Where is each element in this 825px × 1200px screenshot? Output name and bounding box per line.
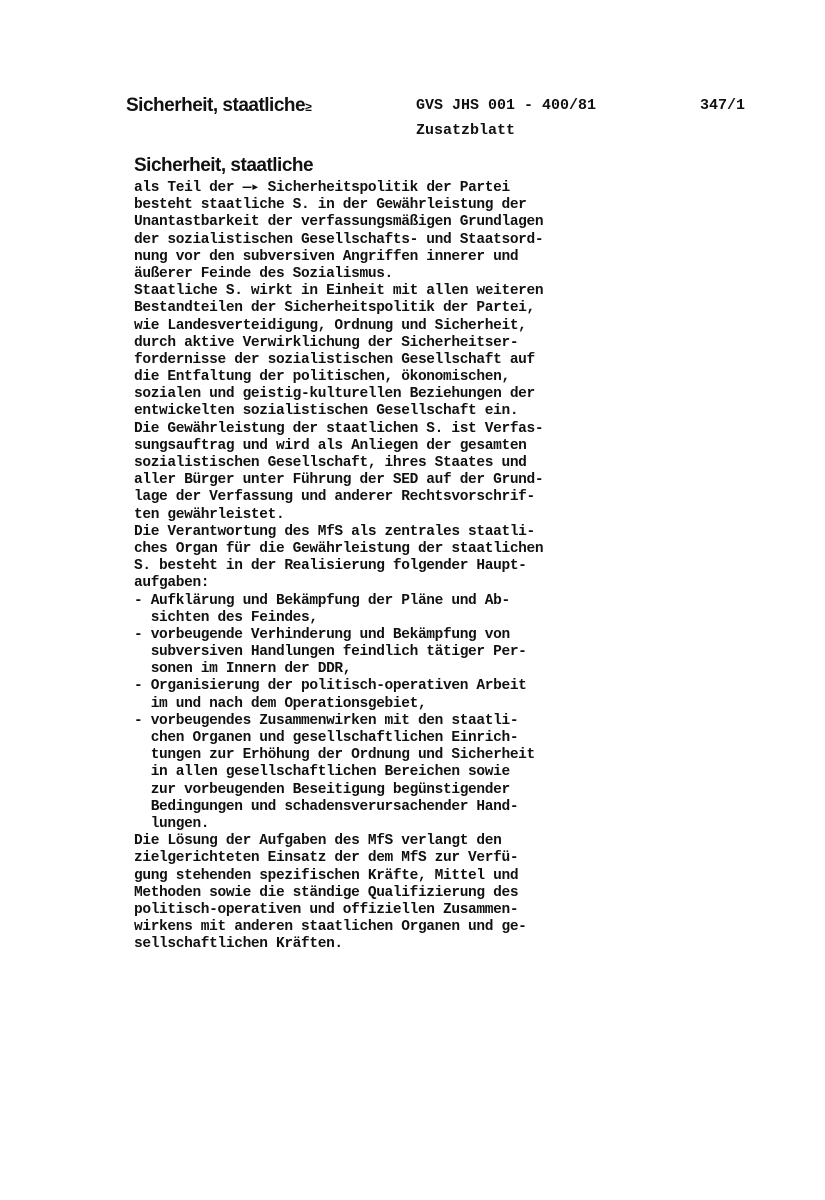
body-line: Bedingungen und schadensverursachender Hand- xyxy=(134,798,519,815)
body-line: - vorbeugendes Zusammenwirken mit den staatli- xyxy=(134,712,519,729)
body-line: die Entfaltung der politischen, ökonomischen, xyxy=(134,369,510,386)
body-line: - vorbeugende Verhinderung und Bekämpfung von xyxy=(134,626,510,643)
body-line: wirkens mit anderen staatlichen Organen und ge- xyxy=(134,919,527,936)
body-line: nung vor den subversiven Angriffen innerer und xyxy=(134,248,519,265)
body-line: Unantastbarkeit der verfassungsmäßigen Grundlagen xyxy=(134,214,544,231)
body-line: im und nach dem Operationsgebiet, xyxy=(134,695,427,712)
document-reference: GVS JHS 001 - 400/81 xyxy=(416,97,597,114)
body-line: äußerer Feinde des Sozialismus. xyxy=(134,265,393,282)
body-line: Die Gewährleistung der staatlichen S. ist Verfas- xyxy=(134,420,544,437)
body-line: Bestandteilen der Sicherheitspolitik der Partei, xyxy=(134,300,535,317)
body-line: politisch-operativen und offiziellen Zusammen- xyxy=(134,901,519,918)
body-line: in allen gesellschaftlichen Bereichen sowie xyxy=(134,764,510,781)
body-line: ches Organ für die Gewährleistung der staatlichen xyxy=(134,540,544,557)
body-line: aller Bürger unter Führung der SED auf der Grund- xyxy=(134,472,544,489)
header-title xyxy=(126,95,311,117)
body-line: zur vorbeugenden Beseitigung begünstigender xyxy=(134,781,510,798)
body-line: sonen im Innern der DDR, xyxy=(134,661,352,678)
body-line: fordernisse der sozialistischen Gesellschaft auf xyxy=(134,351,535,368)
body-line: aufgaben: xyxy=(134,575,210,592)
entry-title: Sicherheit, staatliche xyxy=(134,155,314,176)
body-line: zielgerichteten Einsatz der dem MfS zur Verfü- xyxy=(134,850,519,867)
body-line: Die Lösung der Aufgaben des MfS verlangt den xyxy=(134,833,502,850)
body-line: lungen. xyxy=(134,815,210,832)
body-line: als Teil der —▸ Sicherheitspolitik der Partei xyxy=(134,180,510,196)
body-line: durch aktive Verwirklichung der Sicherheitser- xyxy=(134,334,519,351)
body-line: besteht staatliche S. in der Gewährleistung der xyxy=(134,197,527,214)
body-line: sichten des Feindes, xyxy=(134,609,318,626)
body-line: entwickelten sozialistischen Gesellschaft ein. xyxy=(134,403,519,420)
body-line: Die Verantwortung des MfS als zentrales staatli- xyxy=(134,523,535,540)
header-title-mark: ≥ xyxy=(305,100,312,114)
body-line: ten gewährleistet. xyxy=(134,506,285,523)
body-line: lage der Verfassung und anderer Rechtsvorschrif- xyxy=(134,489,535,506)
body-line: - Aufklärung und Bekämpfung der Pläne und Ab- xyxy=(134,592,510,609)
body-line: S. besteht in der Realisierung folgender Haupt- xyxy=(134,558,527,575)
header-title-text: Sicherheit, staatliche xyxy=(126,95,306,116)
body-line: wie Landesverteidigung, Ordnung und Sicherheit, xyxy=(134,317,527,334)
body-line: gung stehenden spezifischen Kräfte, Mittel und xyxy=(134,867,519,884)
body-line: subversiven Handlungen feindlich tätiger Per- xyxy=(134,644,527,661)
page-number: 347/1 xyxy=(700,97,746,114)
body-line: sozialen und geistig-kulturellen Beziehungen der xyxy=(134,386,535,403)
body-line: der sozialistischen Gesellschafts- und Staatsord- xyxy=(134,231,544,248)
body-line: tungen zur Erhöhung der Ordnung und Sicherheit xyxy=(134,747,535,764)
supplement-label: Zusatzblatt xyxy=(416,122,516,139)
body-line: sozialistischen Gesellschaft, ihres Staates und xyxy=(134,455,527,471)
body-line: sungsauftrag und wird als Anliegen der gesamten xyxy=(134,437,527,454)
body-line: chen Organen und gesellschaftlichen Einrich- xyxy=(134,730,519,746)
body-line: Methoden sowie die ständige Qualifizierung des xyxy=(134,884,519,901)
body-line: Staatliche S. wirkt in Einheit mit allen weiteren xyxy=(134,283,544,300)
body-line: sellschaftlichen Kräften. xyxy=(134,936,343,953)
body-line: - Organisierung der politisch-operativen Arbeit xyxy=(134,678,527,695)
entry-body xyxy=(134,180,604,953)
